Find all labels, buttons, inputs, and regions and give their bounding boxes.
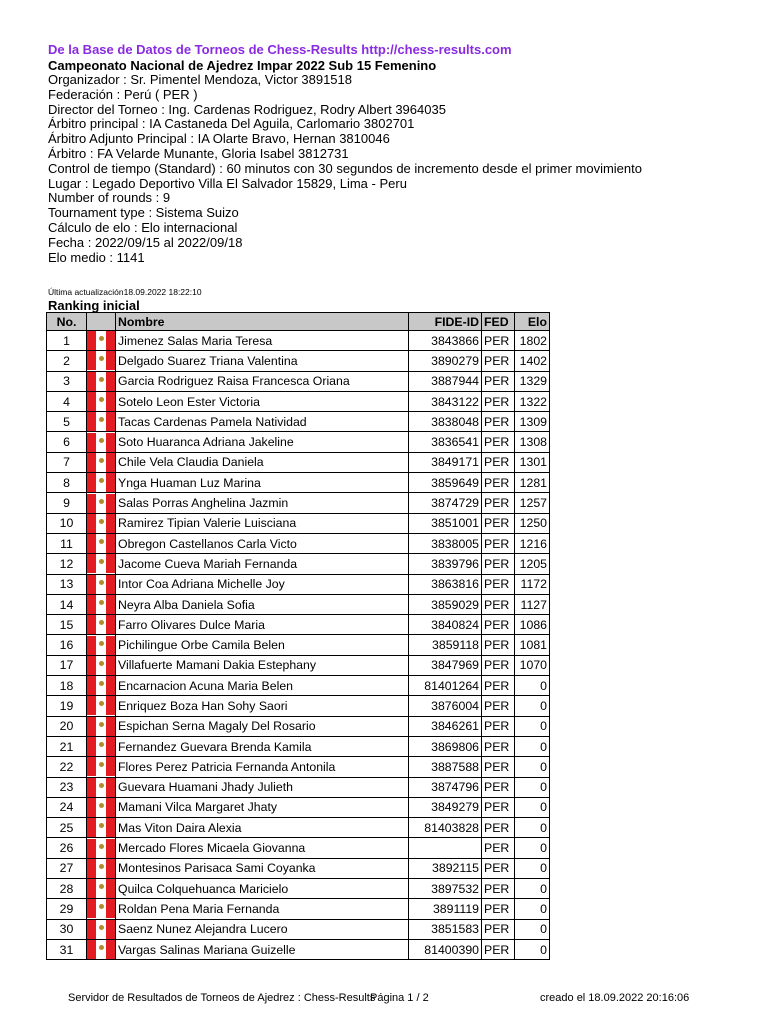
- player-name: Chile Vela Claudia Daniela: [116, 452, 409, 472]
- player-fide-id: 3887944: [409, 371, 482, 391]
- table-row: [47, 432, 550, 452]
- player-elo: 1301: [515, 452, 550, 472]
- player-fed: PER: [482, 615, 515, 635]
- peru-flag-icon: [87, 615, 115, 634]
- source-link[interactable]: De la Base de Datos de Torneos de Chess-Results http://chess-results.com: [48, 42, 512, 57]
- footer-page-number: Página 1 / 2: [370, 992, 429, 1004]
- player-fide-id: 3859118: [409, 635, 482, 655]
- table-row: [47, 594, 550, 614]
- player-no: 31: [47, 939, 87, 959]
- table-row: [47, 391, 550, 411]
- info-line: Number of rounds : 9: [48, 190, 171, 206]
- player-elo: 1070: [515, 655, 550, 675]
- player-elo: 1309: [515, 412, 550, 432]
- player-fed: PER: [482, 371, 515, 391]
- peru-flag-icon: [87, 595, 115, 614]
- player-name: Ynga Huaman Luz Marina: [116, 473, 409, 493]
- player-no: 26: [47, 838, 87, 858]
- player-fide-id: 3859029: [409, 594, 482, 614]
- player-flag: [87, 615, 116, 635]
- player-fed: PER: [482, 513, 515, 533]
- player-fed: PER: [482, 432, 515, 452]
- player-elo: 0: [515, 919, 550, 939]
- player-fide-id: 81400390: [409, 939, 482, 959]
- player-fide-id: 3851583: [409, 919, 482, 939]
- player-no: 10: [47, 513, 87, 533]
- peru-flag-icon: [87, 757, 115, 776]
- table-row: [47, 351, 550, 371]
- info-line: Lugar : Legado Deportivo Villa El Salvador 15829, Lima - Peru: [48, 175, 407, 191]
- player-flag: [87, 716, 116, 736]
- info-line: Árbitro : FA Velarde Munante, Gloria Isabel 3812731: [48, 145, 349, 161]
- peru-flag-icon: [87, 676, 115, 695]
- table-row: [47, 655, 550, 675]
- table-row: [47, 797, 550, 817]
- peru-flag-icon: [87, 920, 115, 939]
- player-name: Espichan Serna Magaly Del Rosario: [116, 716, 409, 736]
- table-row: [47, 371, 550, 391]
- player-flag: [87, 899, 116, 919]
- player-flag: [87, 513, 116, 533]
- peru-flag-icon: [87, 494, 115, 513]
- player-elo: 1802: [515, 331, 550, 351]
- player-elo: 1081: [515, 635, 550, 655]
- header-flag: [87, 313, 116, 331]
- player-no: 25: [47, 818, 87, 838]
- player-elo: 0: [515, 858, 550, 878]
- player-name: Mamani Vilca Margaret Jhaty: [116, 797, 409, 817]
- player-flag: [87, 797, 116, 817]
- info-line: Control de tiempo (Standard) : 60 minutos con 30 segundos de incremento desde el primer movimiento: [48, 160, 642, 176]
- player-name: Jacome Cueva Mariah Fernanda: [116, 554, 409, 574]
- player-flag: [87, 594, 116, 614]
- player-fed: PER: [482, 899, 515, 919]
- player-fed: PER: [482, 574, 515, 594]
- player-elo: 0: [515, 818, 550, 838]
- player-no: 8: [47, 473, 87, 493]
- player-name: Tacas Cardenas Pamela Natividad: [116, 412, 409, 432]
- player-flag: [87, 939, 116, 959]
- player-elo: 0: [515, 939, 550, 959]
- table-row: [47, 838, 550, 858]
- player-elo: 0: [515, 736, 550, 756]
- player-no: 19: [47, 696, 87, 716]
- table-row: [47, 858, 550, 878]
- info-line: Árbitro principal : IA Castaneda Del Aguila, Carlomario 3802701: [48, 116, 415, 132]
- player-name: Delgado Suarez Triana Valentina: [116, 351, 409, 371]
- player-flag: [87, 432, 116, 452]
- player-elo: 0: [515, 676, 550, 696]
- player-elo: 1257: [515, 493, 550, 513]
- info-line: Tournament type : Sistema Suizo: [48, 205, 239, 221]
- player-name: Pichilingue Orbe Camila Belen: [116, 635, 409, 655]
- player-fed: PER: [482, 818, 515, 838]
- player-fed: PER: [482, 676, 515, 696]
- player-elo: 1127: [515, 594, 550, 614]
- player-flag: [87, 533, 116, 553]
- header-no: No.: [47, 313, 87, 331]
- player-no: 4: [47, 391, 87, 411]
- player-fed: PER: [482, 331, 515, 351]
- player-elo: 1281: [515, 473, 550, 493]
- player-no: 9: [47, 493, 87, 513]
- peru-flag-icon: [87, 575, 115, 594]
- player-name: Intor Coa Adriana Michelle Joy: [116, 574, 409, 594]
- player-fed: PER: [482, 635, 515, 655]
- player-fide-id: 3887588: [409, 757, 482, 777]
- table-row: [47, 412, 550, 432]
- peru-flag-icon: [87, 514, 115, 533]
- peru-flag-icon: [87, 798, 115, 817]
- peru-flag-icon: [87, 839, 115, 858]
- header-fide-id: FIDE-ID: [409, 313, 482, 331]
- player-no: 22: [47, 757, 87, 777]
- player-flag: [87, 736, 116, 756]
- table-row: [47, 818, 550, 838]
- player-fed: PER: [482, 919, 515, 939]
- peru-flag-icon: [87, 554, 115, 573]
- player-fed: PER: [482, 554, 515, 574]
- player-flag: [87, 858, 116, 878]
- player-elo: 0: [515, 879, 550, 899]
- player-fide-id: [409, 838, 482, 858]
- table-row: [47, 899, 550, 919]
- player-fide-id: 3874729: [409, 493, 482, 513]
- player-fed: PER: [482, 391, 515, 411]
- player-elo: 1172: [515, 574, 550, 594]
- player-fide-id: 3839796: [409, 554, 482, 574]
- player-flag: [87, 371, 116, 391]
- player-flag: [87, 452, 116, 472]
- peru-flag-icon: [87, 433, 115, 452]
- player-no: 13: [47, 574, 87, 594]
- peru-flag-icon: [87, 412, 115, 431]
- player-name: Mercado Flores Micaela Giovanna: [116, 838, 409, 858]
- player-fide-id: 3838005: [409, 533, 482, 553]
- table-row: [47, 716, 550, 736]
- player-fed: PER: [482, 351, 515, 371]
- player-name: Quilca Colquehuanca Maricielo: [116, 879, 409, 899]
- peru-flag-icon: [87, 696, 115, 715]
- player-flag: [87, 838, 116, 858]
- peru-flag-icon: [87, 534, 115, 553]
- player-no: 6: [47, 432, 87, 452]
- player-no: 7: [47, 452, 87, 472]
- player-fed: PER: [482, 452, 515, 472]
- player-fide-id: 3843866: [409, 331, 482, 351]
- player-no: 24: [47, 797, 87, 817]
- player-no: 15: [47, 615, 87, 635]
- player-fide-id: 3876004: [409, 696, 482, 716]
- player-flag: [87, 331, 116, 351]
- ranking-table-body: [47, 331, 550, 960]
- table-row: [47, 757, 550, 777]
- player-fed: PER: [482, 736, 515, 756]
- player-fide-id: 3836541: [409, 432, 482, 452]
- player-fed: PER: [482, 716, 515, 736]
- player-flag: [87, 757, 116, 777]
- player-flag: [87, 574, 116, 594]
- player-no: 23: [47, 777, 87, 797]
- player-fide-id: 3847969: [409, 655, 482, 675]
- peru-flag-icon: [87, 636, 115, 655]
- player-flag: [87, 391, 116, 411]
- table-row: [47, 574, 550, 594]
- player-fed: PER: [482, 655, 515, 675]
- peru-flag-icon: [87, 778, 115, 797]
- peru-flag-icon: [87, 372, 115, 391]
- peru-flag-icon: [87, 392, 115, 411]
- player-elo: 1250: [515, 513, 550, 533]
- peru-flag-icon: [87, 879, 115, 898]
- player-fide-id: 3897532: [409, 879, 482, 899]
- player-name: Sotelo Leon Ester Victoria: [116, 391, 409, 411]
- peru-flag-icon: [87, 453, 115, 472]
- player-flag: [87, 554, 116, 574]
- table-row: [47, 919, 550, 939]
- info-line: Cálculo de elo : Elo internacional: [48, 219, 238, 235]
- player-fide-id: 81403828: [409, 818, 482, 838]
- player-fide-id: 3874796: [409, 777, 482, 797]
- table-row: [47, 473, 550, 493]
- player-fed: PER: [482, 473, 515, 493]
- player-no: 1: [47, 331, 87, 351]
- info-line: Organizador : Sr. Pimentel Mendoza, Victor 3891518: [48, 72, 352, 87]
- player-name: Soto Huaranca Adriana Jakeline: [116, 432, 409, 452]
- player-name: Mas Viton Daira Alexia: [116, 818, 409, 838]
- player-fide-id: 3863816: [409, 574, 482, 594]
- player-fide-id: 3838048: [409, 412, 482, 432]
- player-no: 11: [47, 533, 87, 553]
- player-fide-id: 3849171: [409, 452, 482, 472]
- player-no: 5: [47, 412, 87, 432]
- player-elo: 1308: [515, 432, 550, 452]
- table-row: [47, 331, 550, 351]
- player-fide-id: 3846261: [409, 716, 482, 736]
- table-row: [47, 676, 550, 696]
- player-fide-id: 3869806: [409, 736, 482, 756]
- player-no: 29: [47, 899, 87, 919]
- player-name: Salas Porras Anghelina Jazmin: [116, 493, 409, 513]
- info-line: Fecha : 2022/09/15 al 2022/09/18: [48, 234, 243, 250]
- player-fed: PER: [482, 939, 515, 959]
- player-no: 16: [47, 635, 87, 655]
- player-elo: 0: [515, 696, 550, 716]
- player-fed: PER: [482, 757, 515, 777]
- player-flag: [87, 635, 116, 655]
- table-header-row: [47, 313, 550, 331]
- player-name: Neyra Alba Daniela Sofia: [116, 594, 409, 614]
- player-elo: 0: [515, 838, 550, 858]
- player-fed: PER: [482, 797, 515, 817]
- player-flag: [87, 696, 116, 716]
- table-row: [47, 554, 550, 574]
- player-name: Enriquez Boza Han Sohy Saori: [116, 696, 409, 716]
- tournament-info: [48, 73, 748, 265]
- info-line: Árbitro Adjunto Principal : IA Olarte Bravo, Hernan 3810046: [48, 131, 390, 147]
- player-flag: [87, 412, 116, 432]
- tournament-title: Campeonato Nacional de Ajedrez Impar 2022 Sub 15 Femenino: [48, 58, 437, 73]
- player-elo: 1402: [515, 351, 550, 371]
- footer-server: Servidor de Resultados de Torneos de Ajedrez : Chess-Results: [68, 992, 376, 1004]
- info-line: Federación : Perú ( PER ): [48, 86, 198, 102]
- footer-created: creado el 18.09.2022 20:16:06: [540, 992, 690, 1004]
- ranking-table: [46, 312, 550, 960]
- player-no: 3: [47, 371, 87, 391]
- player-elo: 1086: [515, 615, 550, 635]
- player-elo: 1329: [515, 371, 550, 391]
- peru-flag-icon: [87, 331, 115, 350]
- player-elo: 0: [515, 899, 550, 919]
- player-no: 12: [47, 554, 87, 574]
- table-row: [47, 939, 550, 959]
- player-fed: PER: [482, 493, 515, 513]
- document-header: [48, 42, 748, 265]
- peru-flag-icon: [87, 473, 115, 492]
- peru-flag-icon: [87, 351, 115, 370]
- player-name: Jimenez Salas Maria Teresa: [116, 331, 409, 351]
- player-no: 28: [47, 879, 87, 899]
- player-flag: [87, 351, 116, 371]
- table-row: [47, 513, 550, 533]
- player-no: 30: [47, 919, 87, 939]
- player-name: Farro Olivares Dulce Maria: [116, 615, 409, 635]
- peru-flag-icon: [87, 859, 115, 878]
- player-fed: PER: [482, 838, 515, 858]
- player-no: 2: [47, 351, 87, 371]
- player-flag: [87, 919, 116, 939]
- player-fed: PER: [482, 594, 515, 614]
- player-no: 18: [47, 676, 87, 696]
- player-fide-id: 3840824: [409, 615, 482, 635]
- header-elo: Elo: [515, 313, 550, 331]
- peru-flag-icon: [87, 656, 115, 675]
- peru-flag-icon: [87, 717, 115, 736]
- player-no: 20: [47, 716, 87, 736]
- peru-flag-icon: [87, 899, 115, 918]
- player-fide-id: 3890279: [409, 351, 482, 371]
- player-elo: 0: [515, 757, 550, 777]
- info-line: Director del Torneo : Ing. Cardenas Rodriguez, Rodry Albert 3964035: [48, 101, 446, 117]
- player-fed: PER: [482, 412, 515, 432]
- table-row: [47, 615, 550, 635]
- player-name: Villafuerte Mamani Dakia Estephany: [116, 655, 409, 675]
- table-row: [47, 493, 550, 513]
- player-name: Flores Perez Patricia Fernanda Antonila: [116, 757, 409, 777]
- player-fide-id: 81401264: [409, 676, 482, 696]
- ranking-title: Ranking inicial: [48, 298, 140, 313]
- peru-flag-icon: [87, 818, 115, 837]
- player-fide-id: 3851001: [409, 513, 482, 533]
- player-name: Fernandez Guevara Brenda Kamila: [116, 736, 409, 756]
- player-name: Ramirez Tipian Valerie Luisciana: [116, 513, 409, 533]
- player-fed: PER: [482, 533, 515, 553]
- player-elo: 0: [515, 797, 550, 817]
- player-name: Roldan Pena Maria Fernanda: [116, 899, 409, 919]
- player-flag: [87, 879, 116, 899]
- header-name: Nombre: [116, 313, 409, 331]
- peru-flag-icon: [87, 940, 115, 959]
- player-fide-id: 3892115: [409, 858, 482, 878]
- table-row: [47, 696, 550, 716]
- last-updated: Última actualización18.09.2022 18:22:10: [48, 287, 202, 297]
- player-fide-id: 3859649: [409, 473, 482, 493]
- player-flag: [87, 493, 116, 513]
- player-elo: 0: [515, 777, 550, 797]
- player-fed: PER: [482, 777, 515, 797]
- player-flag: [87, 818, 116, 838]
- table-row: [47, 736, 550, 756]
- player-flag: [87, 655, 116, 675]
- table-row: [47, 777, 550, 797]
- peru-flag-icon: [87, 737, 115, 756]
- player-fide-id: 3849279: [409, 797, 482, 817]
- player-flag: [87, 777, 116, 797]
- table-row: [47, 533, 550, 553]
- player-name: Guevara Huamani Jhady Julieth: [116, 777, 409, 797]
- player-name: Saenz Nunez Alejandra Lucero: [116, 919, 409, 939]
- player-elo: 1322: [515, 391, 550, 411]
- player-name: Obregon Castellanos Carla Victo: [116, 533, 409, 553]
- player-fide-id: 3891119: [409, 899, 482, 919]
- player-fed: PER: [482, 879, 515, 899]
- player-flag: [87, 473, 116, 493]
- player-no: 21: [47, 736, 87, 756]
- player-name: Encarnacion Acuna Maria Belen: [116, 676, 409, 696]
- player-no: 17: [47, 655, 87, 675]
- player-elo: 1216: [515, 533, 550, 553]
- player-fed: PER: [482, 858, 515, 878]
- player-no: 27: [47, 858, 87, 878]
- player-name: Vargas Salinas Mariana Guizelle: [116, 939, 409, 959]
- table-row: [47, 879, 550, 899]
- player-elo: 0: [515, 716, 550, 736]
- header-fed: FED: [482, 313, 515, 331]
- player-elo: 1205: [515, 554, 550, 574]
- player-flag: [87, 676, 116, 696]
- table-row: [47, 635, 550, 655]
- info-line: Elo medio : 1141: [48, 249, 145, 265]
- player-name: Garcia Rodriguez Raisa Francesca Oriana: [116, 371, 409, 391]
- table-row: [47, 452, 550, 472]
- player-name: Montesinos Parisaca Sami Coyanka: [116, 858, 409, 878]
- player-fed: PER: [482, 696, 515, 716]
- player-no: 14: [47, 594, 87, 614]
- player-fide-id: 3843122: [409, 391, 482, 411]
